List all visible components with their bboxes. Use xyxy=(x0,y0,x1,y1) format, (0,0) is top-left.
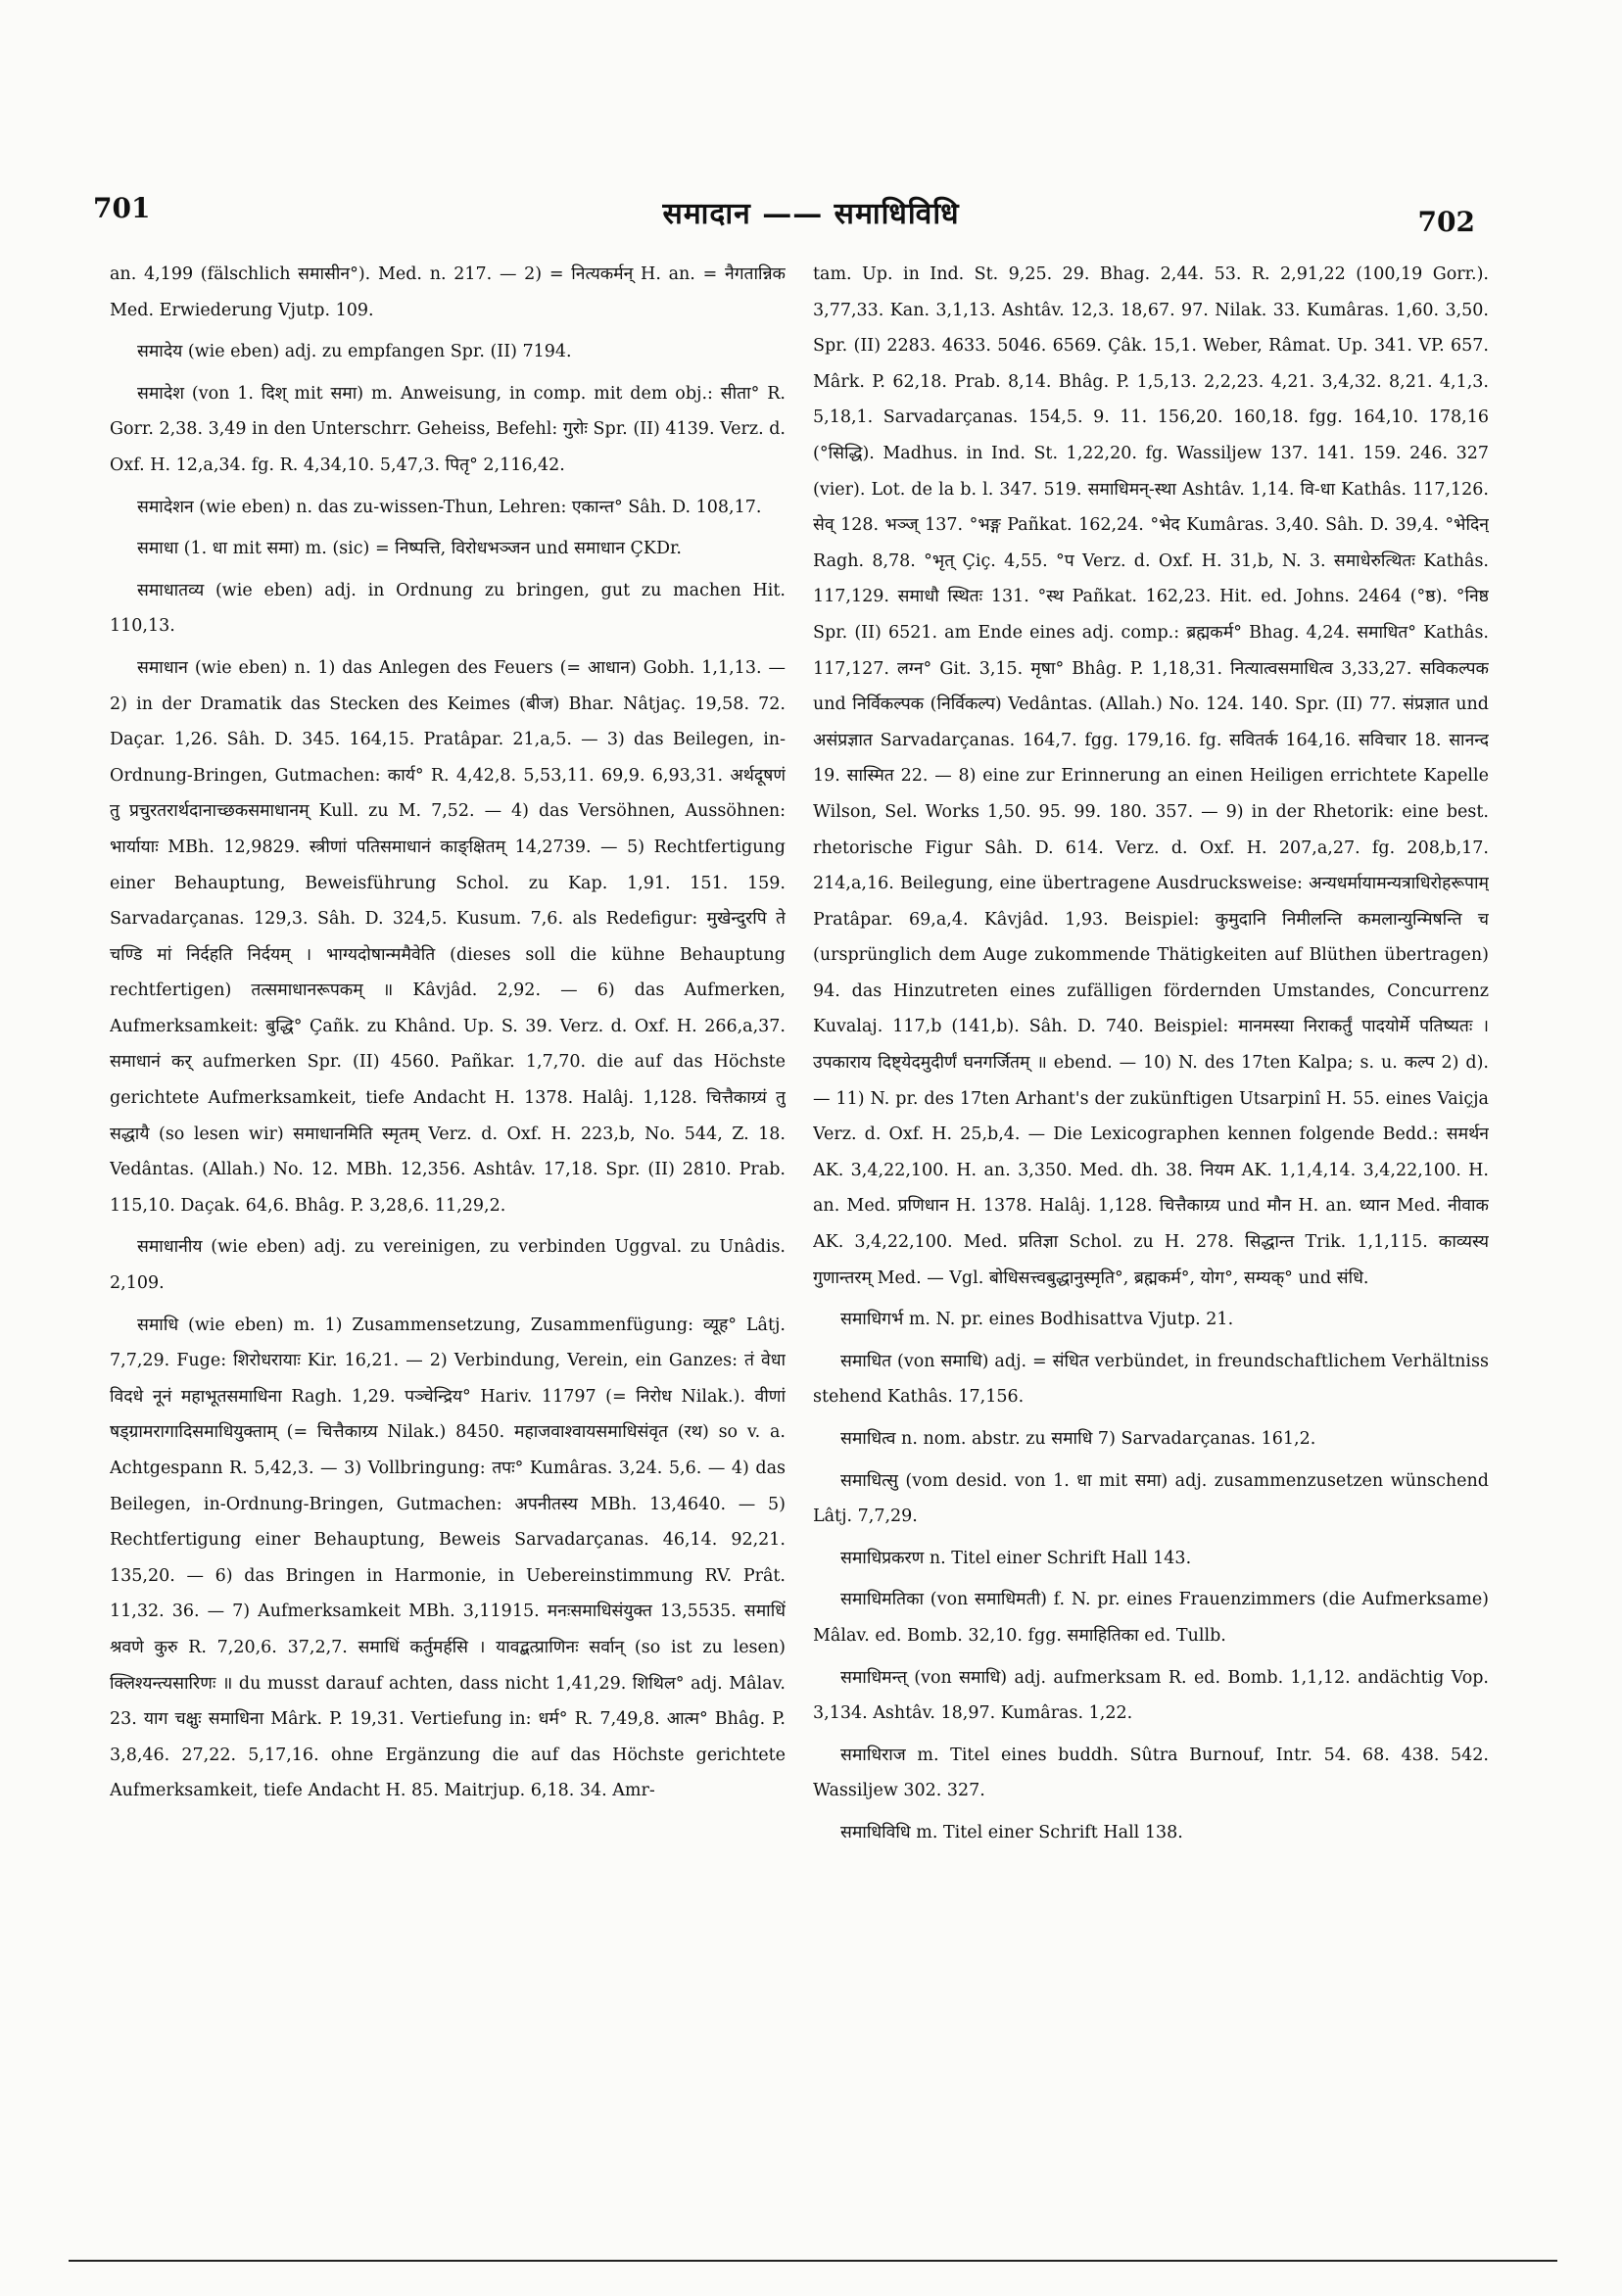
left-text-column xyxy=(110,257,786,2167)
dictionary-entry: समाधिमन्त् (von समाधि) adj. aufmerksam R. ed. Bomb. 1,1,12. andächtig Vop. 3,134. Ashtâv. 18,97. Kumâras. 1,22. xyxy=(813,1667,1489,1724)
dictionary-entry: समाधिमतिका (von समाधिमती) f. N. pr. eines Frauenzimmers (die Aufmerksame) Mâlav. ed. Bomb. 32,10. fgg. समाहितिका ed. Tullb. xyxy=(813,1590,1489,1646)
running-title: समादान —— समाधिविधि xyxy=(662,197,960,231)
dictionary-entry: समादेश (von 1. दिश् mit समा) m. Anweisung, in comp. mit dem obj.: सीता° R. Gorr. 2,38. 3,49 in den Unterschrr. Geheiss, Befehl: गुरोः Spr. (II) 4139. Verz. d. Oxf. H. 12,a,34. fg. R. 4,34,10. 5,47,3. पितृ° 2,116,42. xyxy=(110,383,786,475)
dictionary-entry: समाधिविधि m. Titel einer Schrift Hall 138. xyxy=(840,1822,1183,1842)
dictionary-entry: समाधिगर्भ m. N. pr. eines Bodhisattva Vjutp. 21. xyxy=(840,1310,1234,1330)
right-text-column xyxy=(813,257,1489,2167)
dictionary-entry: समाधि (wie eben) m. 1) Zusammensetzung, Zusammenfügung: व्यूह° Lâtj. 7,7,29. Fuge: शिरोधरायाः Kir. 16,21. — 2) Verbindung, Verein, ein Ganzes: तं वेधा विदधे नूनं महाभूतसमाधिना Ragh. 1,29. पञ्चेन्द्रिय° Hariv. 11797 (= निरोध Nilak.). वीणां षड्ग्रामरागादिसमाधियुक्ताम् (= चित्तैकाग्र्य Nilak.) 8450. महाजवाश्वायसमाधिसंवृत (रथ) so v. a. Achtgespann R. 5,42,3. — 3) Vollbringung: तपः° Kumâras. 3,24. 5,6. — 4) das Beilegen, in-Ordnung-Bringen, Gutmachen: अपनीतस्य MBh. 13,4640. — 5) Rechtfertigung einer Behauptung, Beweis Sarvadarçanas. 46,14. 92,21. 135,20. — 6) das Bringen in Harmonie, in Uebereinstimmung RV. Prât. 11,32. 36. — 7) Aufmerksamkeit MBh. 3,11915. मनःसमाधिसंयुक्त 13,5535. समाधिं श्रवणे कुरु R. 7,20,6. 37,2,7. समाधिं कर्तुमर्हसि । यावद्बत्प्राणिनः सर्वान् (so ist zu lesen) क्लिश्यन्त्यसारिणः ॥ du musst darauf achten, dass nicht 1,41,29. शिथिल° adj. Mâlav. 23. याग चक्षुः समाधिना Mârk. P. 19,31. Vertiefung in: धर्म° R. 7,49,8. आत्म° Bhâg. P. 3,8,46. 27,22. 5,17,16. ohne Ergänzung die auf das Höchste gerichtete Aufmerksamkeit, tiefe Andacht H. 85. Maitrjup. 6,18. 34. Amr- xyxy=(110,1315,786,1801)
right-column-number: 702 xyxy=(1417,206,1475,238)
dictionary-entry: समाधा (1. धा mit समा) m. (sic) = निष्पत्ति, विरोधभञ्जन und समाधान ÇKDr. xyxy=(137,539,682,559)
bottom-rule xyxy=(69,2260,1557,2262)
entry-continuation: tam. Up. in Ind. St. 9,25. 29. Bhag. 2,44. 53. R. 2,91,22 (100,19 Gorr.). 3,77,33. Kan. 3,1,13. Ashtâv. 12,3. 18,67. 97. Nilak. 33. Kumâras. 1,60. 3,50. Spr. (II) 2283. 4633. 5046. 6569. Çâk. 15,1. Weber, Râmat. Up. 341. VP. 657. Mârk. P. 62,18. Prab. 8,14. Bhâg. P. 1,5,13. 2,2,23. 4,21. 3,4,32. 8,21. 4,1,3. 5,18,1. Sarvadarçanas. 154,5. 9. 11. 156,20. 160,18. fgg. 164,10. 178,16 (°सिद्धि). Madhus. in Ind. St. 1,22,20. fg. Wassiljew 137. 141. 159. 246. 327 (vier). Lot. de la b. l. 347. 519. समाधिमन्-स्था Ashtâv. 1,14. वि-धा Kathâs. 117,126. सेव् 128. भञ्ज् 137. °भङ्ग Pañkat. 162,24. °भेद Kumâras. 3,40. Sâh. D. 39,4. °भेदिन् Ragh. 8,78. °भृत् Çiç. 4,55. °प Verz. d. Oxf. H. 31,b, N. 3. समाधेरुत्थितः Kathâs. 117,129. समाधौ स्थितः 131. °स्थ Pañkat. 162,23. Hit. ed. Johns. 2464 (°ष्ठ). °निष्ठ Spr. (II) 6521. am Ende eines adj. comp.: ब्रह्मकर्म° Bhag. 4,24. समाधित° Kathâs. 117,127. लग्न° Git. 3,15. मृषा° Bhâg. P. 1,18,31. नित्यात्वसमाधित्व 3,33,27. सविकल्पक und निर्विकल्पक (निर्विकल्प) Vedântas. (Allah.) No. 124. 140. Spr. (II) 77. संप्रज्ञात und असंप्रज्ञात Sarvadarçanas. 164,7. fgg. 179,16. fg. सवितर्क 164,16. सविचार 18. सानन्द 19. सास्मित 22. — 8) eine zur Erinnerung an einen Heiligen errichtete Kapelle Wilson, Sel. Works 1,50. 95. 99. 180. 357. — 9) in der Rhetorik: eine best. rhetorische Figur Sâh. D. 614. Verz. d. Oxf. H. 207,a,27. fg. 208,b,17. 214,a,16. Beilegung, eine übertragene Ausdrucksweise: अन्यधर्मायामन्यत्राधिरोहरूपाम् Pratâpar. 69,a,4. Kâvjâd. 1,93. Beispiel: कुमुदानि निमीलन्ति कमलान्युन्मिषन्ति च (ursprünglich dem Auge zukommende Thätigkeiten auf Blüthen übertragen) 94. das Hinzutreten eines zufälligen fördernden Umstandes, Concurrenz Kuvalaj. 117,b (141,b). Sâh. D. 740. Beispiel: मानमस्या निराकर्तुं पादयोर्मे पतिष्यतः । उपकाराय दिष्ट्येदमुदीर्णं घनगर्जितम् ॥ ebend. — 10) N. des 17ten Kalpa; s. u. कल्प 2) d). — 11) N. pr. des 17ten Arhant's der zukünftigen Utsarpinî H. 55. eines Vaiçja Verz. d. Oxf. H. 25,b,4. — Die Lexicographen kennen folgende Bedd.: समर्थन AK. 3,4,22,100. H. an. 3,350. Med. dh. 38. नियम AK. 1,1,4,14. 3,4,22,100. H. an. Med. प्रणिधान H. 1378. Halâj. 1,128. चित्तैकाग्र्य und मौन H. an. ध्यान Med. नीवाक AK. 3,4,22,100. Med. प्रतिज्ञा Schol. zu H. 278. सिद्धान्त Trik. 1,1,115. काव्यस्य गुणान्तरम् Med. — Vgl. बोधिसत्त्वबुद्धानुस्मृति°, ब्रह्मकर्म°, योग°, सम्यक्° und संधि. xyxy=(813,264,1489,1288)
dictionary-entry: समाधान (wie eben) n. 1) das Anlegen des Feuers (= आधान) Gobh. 1,1,13. — 2) in der Dramatik das Stecken des Keimes (बीज) Bhar. Nâtjaç. 19,58. 72. Daçar. 1,26. Sâh. D. 345. 164,15. Pratâpar. 21,a,5. — 3) das Beilegen, in-Ordnung-Bringen, Gutmachen: कार्य° R. 4,42,8. 5,53,11. 69,9. 6,93,31. अर्थदूषणं तु प्रचुरतरार्थदानाच्छकसमाधानम् Kull. zu M. 7,52. — 4) das Versöhnen, Aussöhnen: भार्यायाः MBh. 12,9829. स्त्रीणां पतिसमाधानं काङ्क्षितम् 14,2739. — 5) Rechtfertigung einer Behauptung, Beweisführung Schol. zu Kap. 1,91. 151. 159. Sarvadarçanas. 129,3. Sâh. D. 324,5. Kusum. 7,6. als Redefigur: मुखेन्दुरपि ते चण्डि मां निर्दहति निर्दयम् । भाग्यदोषान्ममैवेति (dieses soll die kühne Behauptung rechtfertigen) तत्समाधानरूपकम् ॥ Kâvjâd. 2,92. — 6) das Aufmerken, Aufmerksamkeit: बुद्धि° Çañk. zu Khând. Up. S. 39. Verz. d. Oxf. H. 266,a,37. समाधानं कर् aufmerken Spr. (II) 4560. Pañkar. 1,7,70. die auf das Höchste gerichtete Aufmerksamkeit, tiefe Andacht H. 1378. Halâj. 1,128. चित्तैकाग्र्यं तु सद्धायै (so lesen wir) समाधानमिति स्मृतम् Verz. d. Oxf. H. 223,b, No. 544, Z. 18. Vedântas. (Allah.) No. 12. MBh. 12,356. Ashtâv. 17,18. Spr. (II) 2810. Prab. 115,10. Daçak. 64,6. Bhâg. P. 3,28,6. 11,29,2. xyxy=(110,657,786,1216)
dictionary-entry: समाधिप्रकरण n. Titel einer Schrift Hall 143. xyxy=(840,1548,1192,1568)
dictionary-entry: समाधिराज m. Titel eines buddh. Sûtra Burnouf, Intr. 54. 68. 438. 542. Wassiljew 302. 327. xyxy=(813,1745,1489,1801)
dictionary-entry: समाधित्सु (vom desid. von 1. धा mit समा) adj. zusammenzusetzen wünschend Lâtj. 7,7,29. xyxy=(813,1470,1489,1527)
dictionary-entry: समाधातव्य (wie eben) adj. in Ordnung zu bringen, gut zu machen Hit. 110,13. xyxy=(110,580,786,637)
dictionary-entry: समाधित (von समाधि) adj. = संधित verbündet, in freundschaftlichem Verhältniss stehend Kathâs. 17,156. xyxy=(813,1351,1489,1408)
entry-continuation: an. 4,199 (fälschlich समासीन°). Med. n. 217. — 2) = नित्यकर्मन् H. an. = नैगतान्निक Med. Erwiederung Vjutp. 109. xyxy=(110,264,786,320)
left-column-number: 701 xyxy=(93,192,151,224)
dictionary-entry: समाधित्व n. nom. abstr. zu समाधि 7) Sarvadarçanas. 161,2. xyxy=(840,1429,1316,1449)
dictionary-entry: समाधानीय (wie eben) adj. zu vereinigen, zu verbinden Uggval. zu Unâdis. 2,109. xyxy=(110,1237,786,1294)
dictionary-entry: समादेय (wie eben) adj. zu empfangen Spr. (II) 7194. xyxy=(137,342,572,362)
dictionary-entry: समादेशन (wie eben) n. das zu-wissen-Thun, Lehren: एकान्त° Sâh. D. 108,17. xyxy=(137,497,762,517)
page-header xyxy=(0,192,1622,251)
